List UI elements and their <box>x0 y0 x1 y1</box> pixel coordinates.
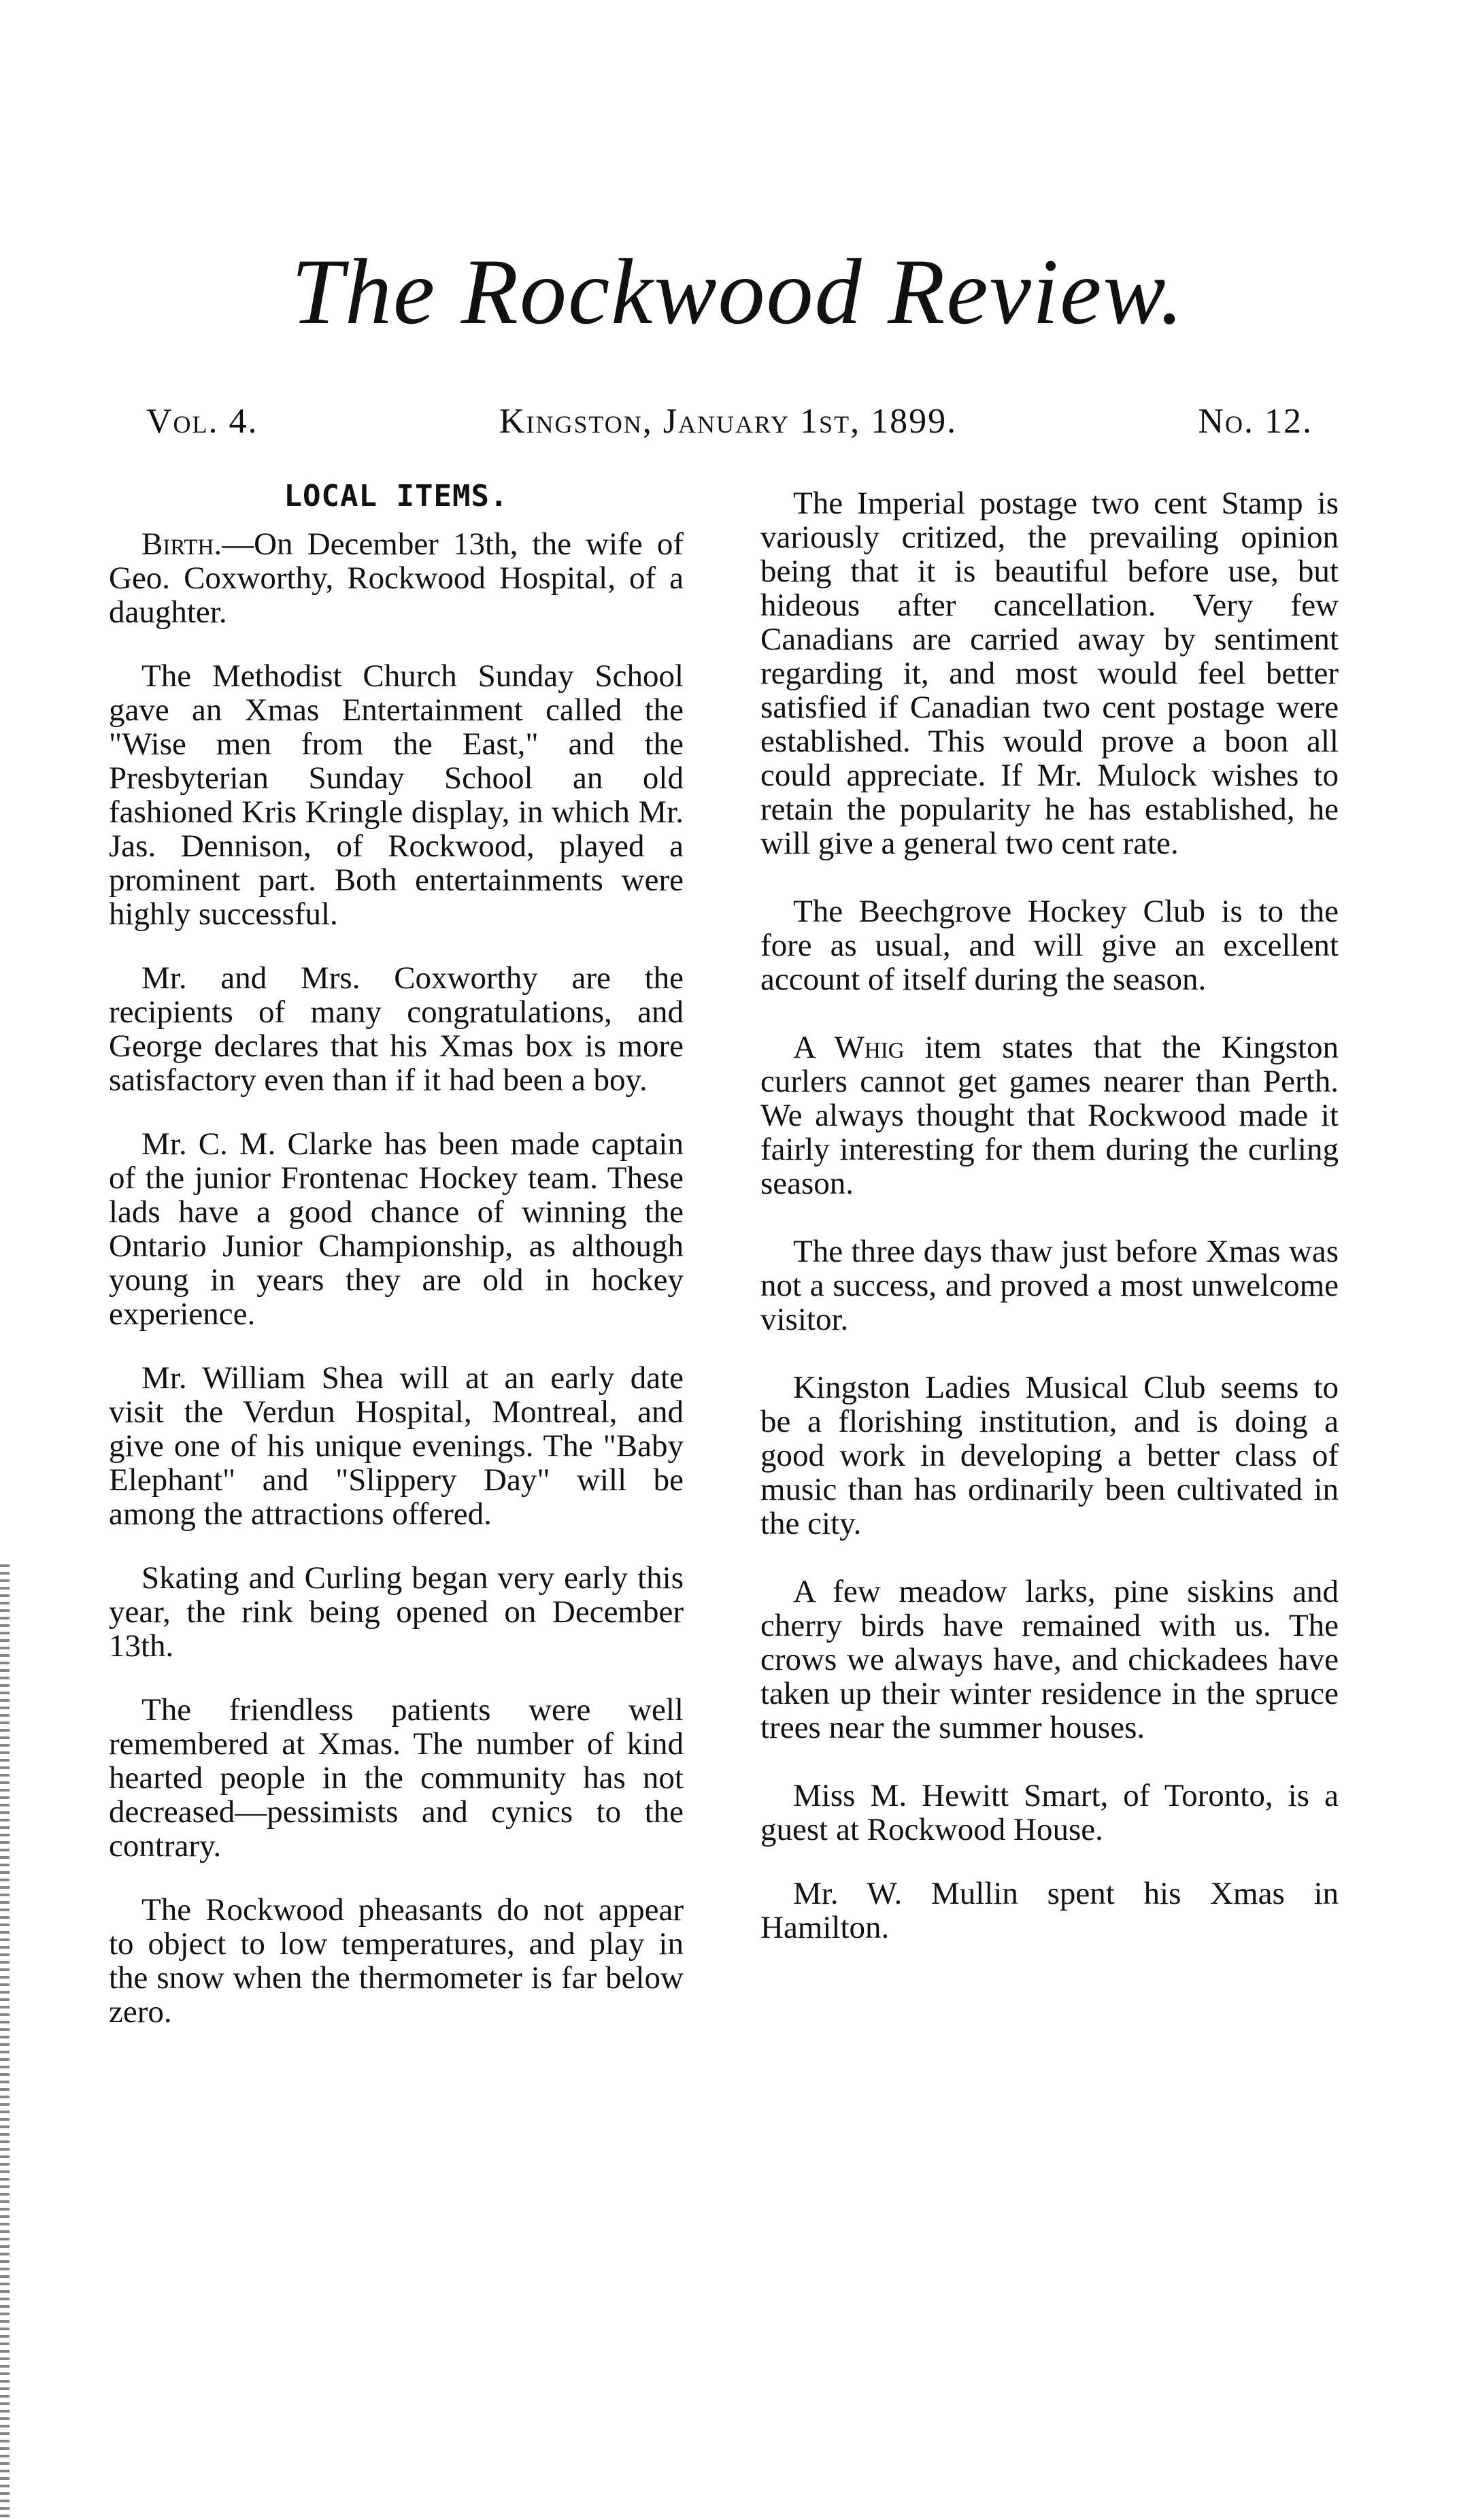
item-text: The Imperial postage two cent Stamp is variously critized, the prevailing opinion being that it is beautiful before use, but hideous after cancellation. Very few Canadians are carried away by sentiment regarding it, and most would feel better satisfied if Canadian two cent postage were established. This would prove a boon all could appreciate. If Mr. Mulock wishes to retain the popularity he has established, he will give a general two cent rate. <box>760 486 1339 861</box>
masthead-title: The Rockwood Review. <box>291 239 1185 343</box>
news-item <box>760 486 1339 860</box>
item-text: The three days thaw just before Xmas was not a success, and proved a most unwelcome visitor. <box>760 1234 1339 1337</box>
news-item <box>760 894 1339 996</box>
news-item <box>760 1371 1339 1541</box>
item-text: Mr. and Mrs. Coxworthy are the recipients of many congratulations, and George declares that his Xmas box is more satisfactory even than if it had been a boy. <box>109 960 684 1098</box>
item-text: Skating and Curling began very early this year, the rink being opened on December 13th. <box>109 1560 684 1664</box>
item-text: The Rockwood pheasants do not appear to object to low temperatures, and play in the snow when the thermometer is far below zero. <box>109 1892 684 2030</box>
news-item <box>109 961 684 1097</box>
right-column <box>760 486 1339 1975</box>
news-item <box>109 1693 684 1863</box>
item-text: The friendless patients were well remembered at Xmas. The number of kind hearted people in the community has not decreased—pessimists and cynics to the contrary. <box>109 1692 684 1864</box>
news-item <box>109 1127 684 1331</box>
item-text: Mr. William Shea will at an early date visit the Verdun Hospital, Montreal, and give one of his unique evenings. The "Baby Elephant" and "Slippery Day" will be among the attractions offered. <box>109 1360 684 1532</box>
news-item <box>109 1361 684 1531</box>
left-column <box>109 480 684 2059</box>
item-text: The Beechgrove Hockey Club is to the fore as usual, and will give an excellent account of itself during the season. <box>760 894 1339 997</box>
item-text: The Methodist Church Sunday School gave an Xmas Entertainment called the "Wise men from the East," and the Presbyterian Sunday School an old fashioned Kris Kringle display, in which Mr. Jas. Dennison, of Rockwood, played a prominent part. Both entertainments were highly successful. <box>109 658 684 932</box>
issue-line <box>146 401 1313 441</box>
news-item <box>109 1561 684 1663</box>
news-item <box>109 527 684 629</box>
binding-edge-mark <box>0 1564 10 2520</box>
item-lead: Birth. <box>141 526 222 562</box>
news-item <box>109 659 684 931</box>
item-text: Miss M. Hewitt Smart, of Toronto, is a guest at Rockwood House. <box>760 1778 1339 1847</box>
section-heading: LOCAL ITEMS. <box>284 479 509 514</box>
item-text: A few meadow larks, pine siskins and cherry birds have remained with us. The crows we always have, and chickadees have taken up their winter residence in the spruce trees near the summer houses. <box>760 1574 1339 1745</box>
item-text: Kingston Ladies Musical Club seems to be a florishing institution, and is doing a good work in developing a better class of music than has ordinarily been cultivated in the city. <box>760 1370 1339 1541</box>
news-item <box>760 1030 1339 1200</box>
news-item <box>760 1779 1339 1847</box>
issue-number-label: No. 12. <box>1198 402 1313 441</box>
item-lead: A Whig <box>793 1030 905 1065</box>
news-item <box>109 1893 684 2029</box>
news-item <box>760 1877 1339 1945</box>
volume-label: Vol. 4. <box>146 402 258 441</box>
news-item <box>760 1234 1339 1337</box>
news-item <box>760 1575 1339 1745</box>
place-date-label: Kingston, January 1st, 1899. <box>499 402 958 441</box>
item-text: Mr. W. Mullin spent his Xmas in Hamilton. <box>760 1876 1339 1945</box>
item-text: —On December 13th, the wife of Geo. Coxworthy, Rockwood Hospital, of a daughter. <box>109 526 684 630</box>
item-text: Mr. C. M. Clarke has been made captain of the junior Frontenac Hockey team. These lads have a good chance of winning the Ontario Junior Championship, as although young in years they are old in hockey experience. <box>109 1126 684 1332</box>
item-text: item states that the Kingston curlers cannot get games nearer than Perth. We always thought that Rockwood made it fairly interesting for them during the curling season. <box>760 1030 1339 1201</box>
